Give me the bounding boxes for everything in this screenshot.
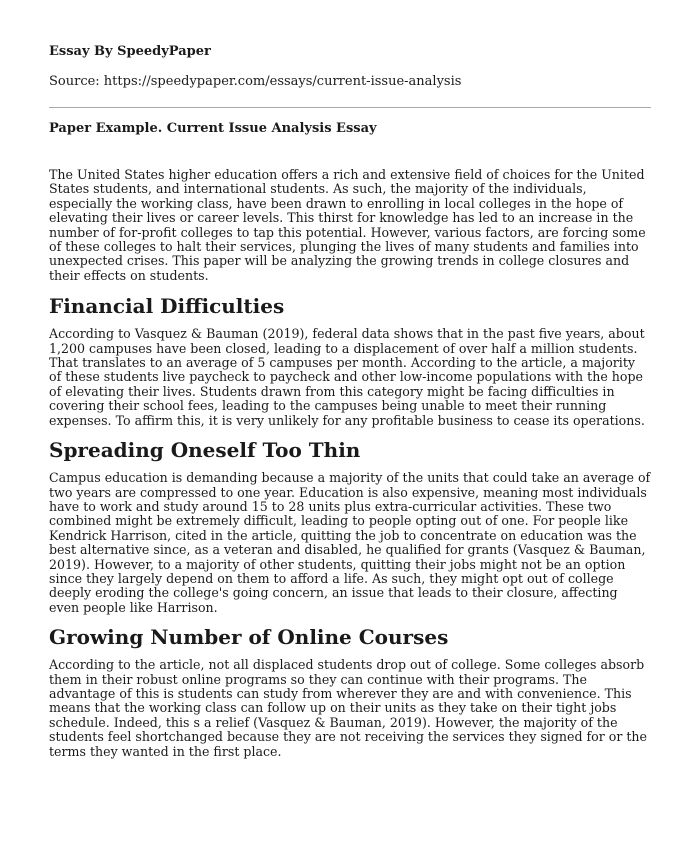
source-line: Source: https://speedypaper.com/essays/current-issue-analysis bbox=[49, 74, 462, 89]
header-divider bbox=[49, 107, 651, 108]
section-heading-financial-difficulties: Financial Difficulties bbox=[49, 294, 285, 319]
section-paragraph-online-courses: According to the article, not all displaced students drop out of college. Some colleges absorb them in their robust online programs so they can continue with their programs. The advantage of this is students can study from wherever they are and with convenience. This means that the working class can follow up on their units as they take on their tight jobs schedule. Indeed, this s a relief (Vasquez & Bauman, 2019). However, the majority of the students feel shortchanged because they are not receiving the services they signed for or the terms they wanted in the first place. bbox=[49, 657, 648, 759]
site-title: Essay By SpeedyPaper bbox=[49, 44, 211, 59]
essay-title: Paper Example. Current Issue Analysis Essay bbox=[49, 121, 377, 136]
section-paragraph-spreading-oneself-too-thin: Campus education is demanding because a majority of the units that could take an average of two years are compressed to one year. Education is also expensive, meaning most individuals have to work and study around 15 to 28 units plus extra-curricular activities. These two combined might be extremely difficult, leading to people opting out of one. For people like Kendrick Harrison, cited in the article, quitting the job to concentrate on education was the best alternative since, as a veteran and disabled, he qualified for grants (Vasquez & Bauman, 2019). However, to a majority of other students, quitting their jobs might not be an option since they largely depend on them to afford a life. As such, they might opt out of college deeply eroding the college's going concern, an issue that leads to their closure, affecting even people like Harrison. bbox=[49, 470, 651, 615]
essay-body bbox=[49, 168, 651, 769]
section-heading-spreading-oneself-too-thin: Spreading Oneself Too Thin bbox=[49, 438, 361, 463]
section-paragraph-financial-difficulties: According to Vasquez & Bauman (2019), federal data shows that in the past five years, about 1,200 campuses have been closed, leading to a displacement of over half a million students. That translates to an average of 5 campuses per month. According to the article, a majority of these students live paycheck to paycheck and other low-income populations with the hope of elevating their lives. Students drawn from this category might be facing difficulties in covering their school fees, leading to the campuses being unable to meet their running expenses. To affirm this, it is very unlikely for any profitable business to cease its operations. bbox=[49, 326, 645, 428]
section-heading-online-courses: Growing Number of Online Courses bbox=[49, 625, 449, 650]
intro-paragraph: The United States higher education offers a rich and extensive field of choices for the United States students, and international students. As such, the majority of the individuals, especially the working class, have been drawn to enrolling in local colleges in the hope of elevating their lives or career levels. This thirst for knowledge has led to an increase in the number of for-profit colleges to tap this potential. However, various factors, are forcing some of these colleges to halt their services, plunging the lives of many students and families into unexpected crises. This paper will be analyzing the growing trends in college closures and their effects on students. bbox=[49, 167, 646, 283]
